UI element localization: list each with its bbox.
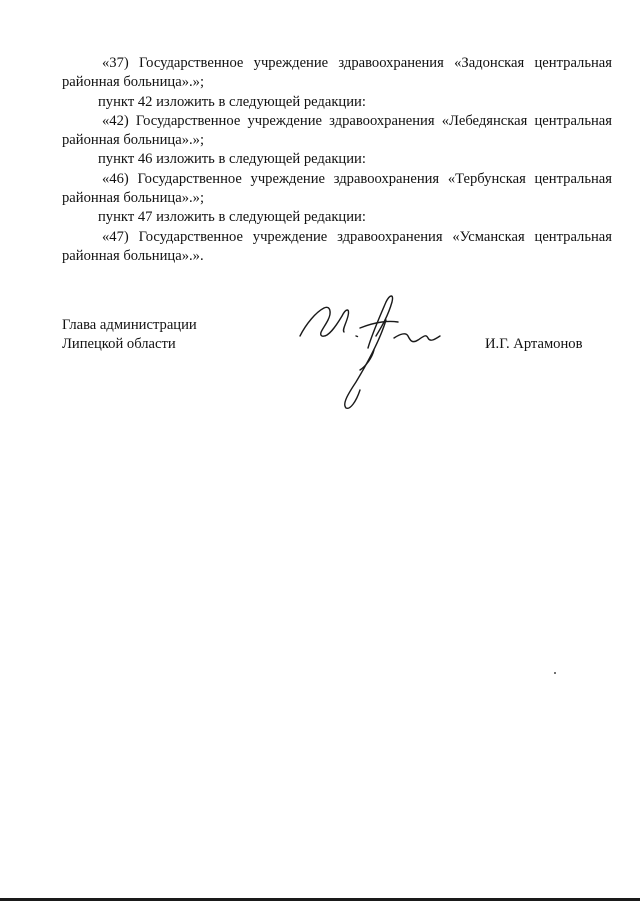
paragraph-item-46: «46) Государственное учреждение здравоохранения «Тербунская центральная районная больница».»; xyxy=(62,170,612,207)
paragraph-instruction-47: пункт 47 изложить в следующей редакции: xyxy=(98,209,366,226)
signatory-title xyxy=(62,316,197,354)
signature-block xyxy=(62,316,612,416)
paragraph-instruction-46: пункт 46 изложить в следующей редакции: xyxy=(98,151,366,168)
scan-speck xyxy=(554,672,556,674)
paragraph-instruction-42: пункт 42 изложить в следующей редакции: xyxy=(98,93,366,110)
paragraph-item-42: «42) Государственное учреждение здравоохранения «Лебедянская центральная районная больница».»; xyxy=(62,112,612,149)
page-bottom-rule xyxy=(0,898,640,901)
document-body xyxy=(62,54,612,266)
signatory-name: И.Г. Артамонов xyxy=(485,336,583,352)
paragraph-item-47: «47) Государственное учреждение здравоохранения «Усманская центральная районная больница».». xyxy=(62,228,612,264)
signatory-title-line-2: Липецкой области xyxy=(62,336,176,352)
paragraph-item-37: «37) Государственное учреждение здравоохранения «Задонская центральная районная больница».»; xyxy=(62,55,612,91)
signatory-title-line-1: Глава администрации xyxy=(62,317,197,333)
handwritten-signature xyxy=(294,290,454,420)
